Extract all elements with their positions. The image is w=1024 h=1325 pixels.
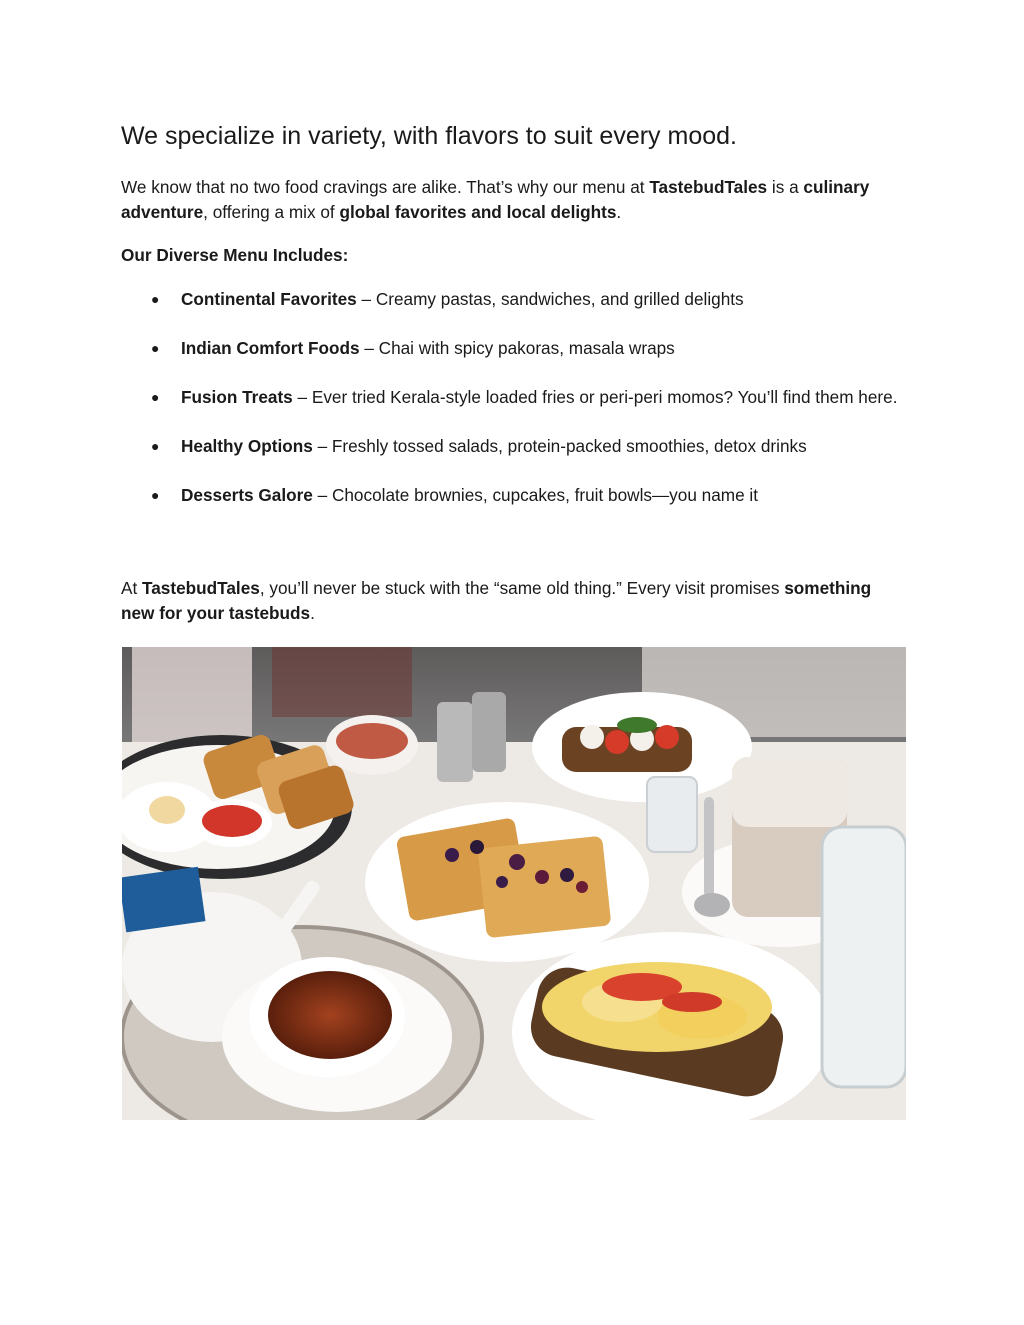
- bullet: ●: [151, 340, 160, 356]
- intro-brand: TastebudTales: [649, 177, 768, 197]
- intro-bold-2: global favorites and local delights: [339, 201, 617, 222]
- menu-item-desc: – Chai with spicy pakoras, masala wraps: [359, 338, 675, 358]
- intro-text-1: We know that no two food cravings are alike. That’s why our menu at: [121, 177, 650, 197]
- menu-list: [121, 287, 907, 532]
- closing-paragraph: [121, 576, 907, 625]
- menu-title: Our Diverse Menu Includes:: [121, 245, 349, 265]
- list-item: [121, 336, 907, 361]
- page-heading: We specialize in variety, with flavors to suit every mood.: [121, 122, 737, 150]
- list-item: [121, 287, 907, 312]
- list-item: [121, 434, 907, 459]
- menu-item-name: Indian Comfort Foods: [181, 338, 360, 358]
- menu-item-name: Continental Favorites: [181, 289, 357, 309]
- closing-bold-1: something new for your tastebuds: [121, 578, 872, 623]
- closing-brand: TastebudTales: [142, 578, 260, 598]
- menu-item-desc: – Creamy pastas, sandwiches, and grilled delights: [356, 289, 744, 309]
- intro-text-3: , offering a mix of: [203, 201, 340, 222]
- menu-item-name: Fusion Treats: [181, 387, 293, 407]
- menu-item-desc: – Chocolate brownies, cupcakes, fruit bowls—you name it: [312, 485, 759, 505]
- closing-text-2: , you’ll never be stuck with the “same old thing.” Every visit promises: [259, 578, 785, 598]
- closing-text-1: At: [121, 578, 143, 598]
- intro-text-2: is a: [767, 177, 804, 197]
- list-item: [121, 483, 907, 508]
- intro-paragraph: [121, 175, 907, 224]
- intro-bold-1: culinary adventure: [121, 177, 870, 222]
- bullet: ●: [151, 487, 160, 503]
- menu-item-name: Healthy Options: [181, 436, 313, 456]
- bullet: ●: [151, 291, 160, 307]
- bullet: ●: [151, 389, 160, 405]
- list-item: [121, 385, 907, 410]
- closing-text-3: .: [310, 602, 315, 623]
- breakfast-photo: [122, 647, 906, 1120]
- menu-item-name: Desserts Galore: [181, 485, 313, 505]
- menu-item-desc: – Ever tried Kerala-style loaded fries or peri-peri momos? You’ll find them here.: [292, 387, 898, 407]
- bullet: ●: [151, 438, 160, 454]
- menu-item-desc: – Freshly tossed salads, protein-packed smoothies, detox drinks: [312, 436, 807, 456]
- intro-text-4: .: [616, 201, 622, 222]
